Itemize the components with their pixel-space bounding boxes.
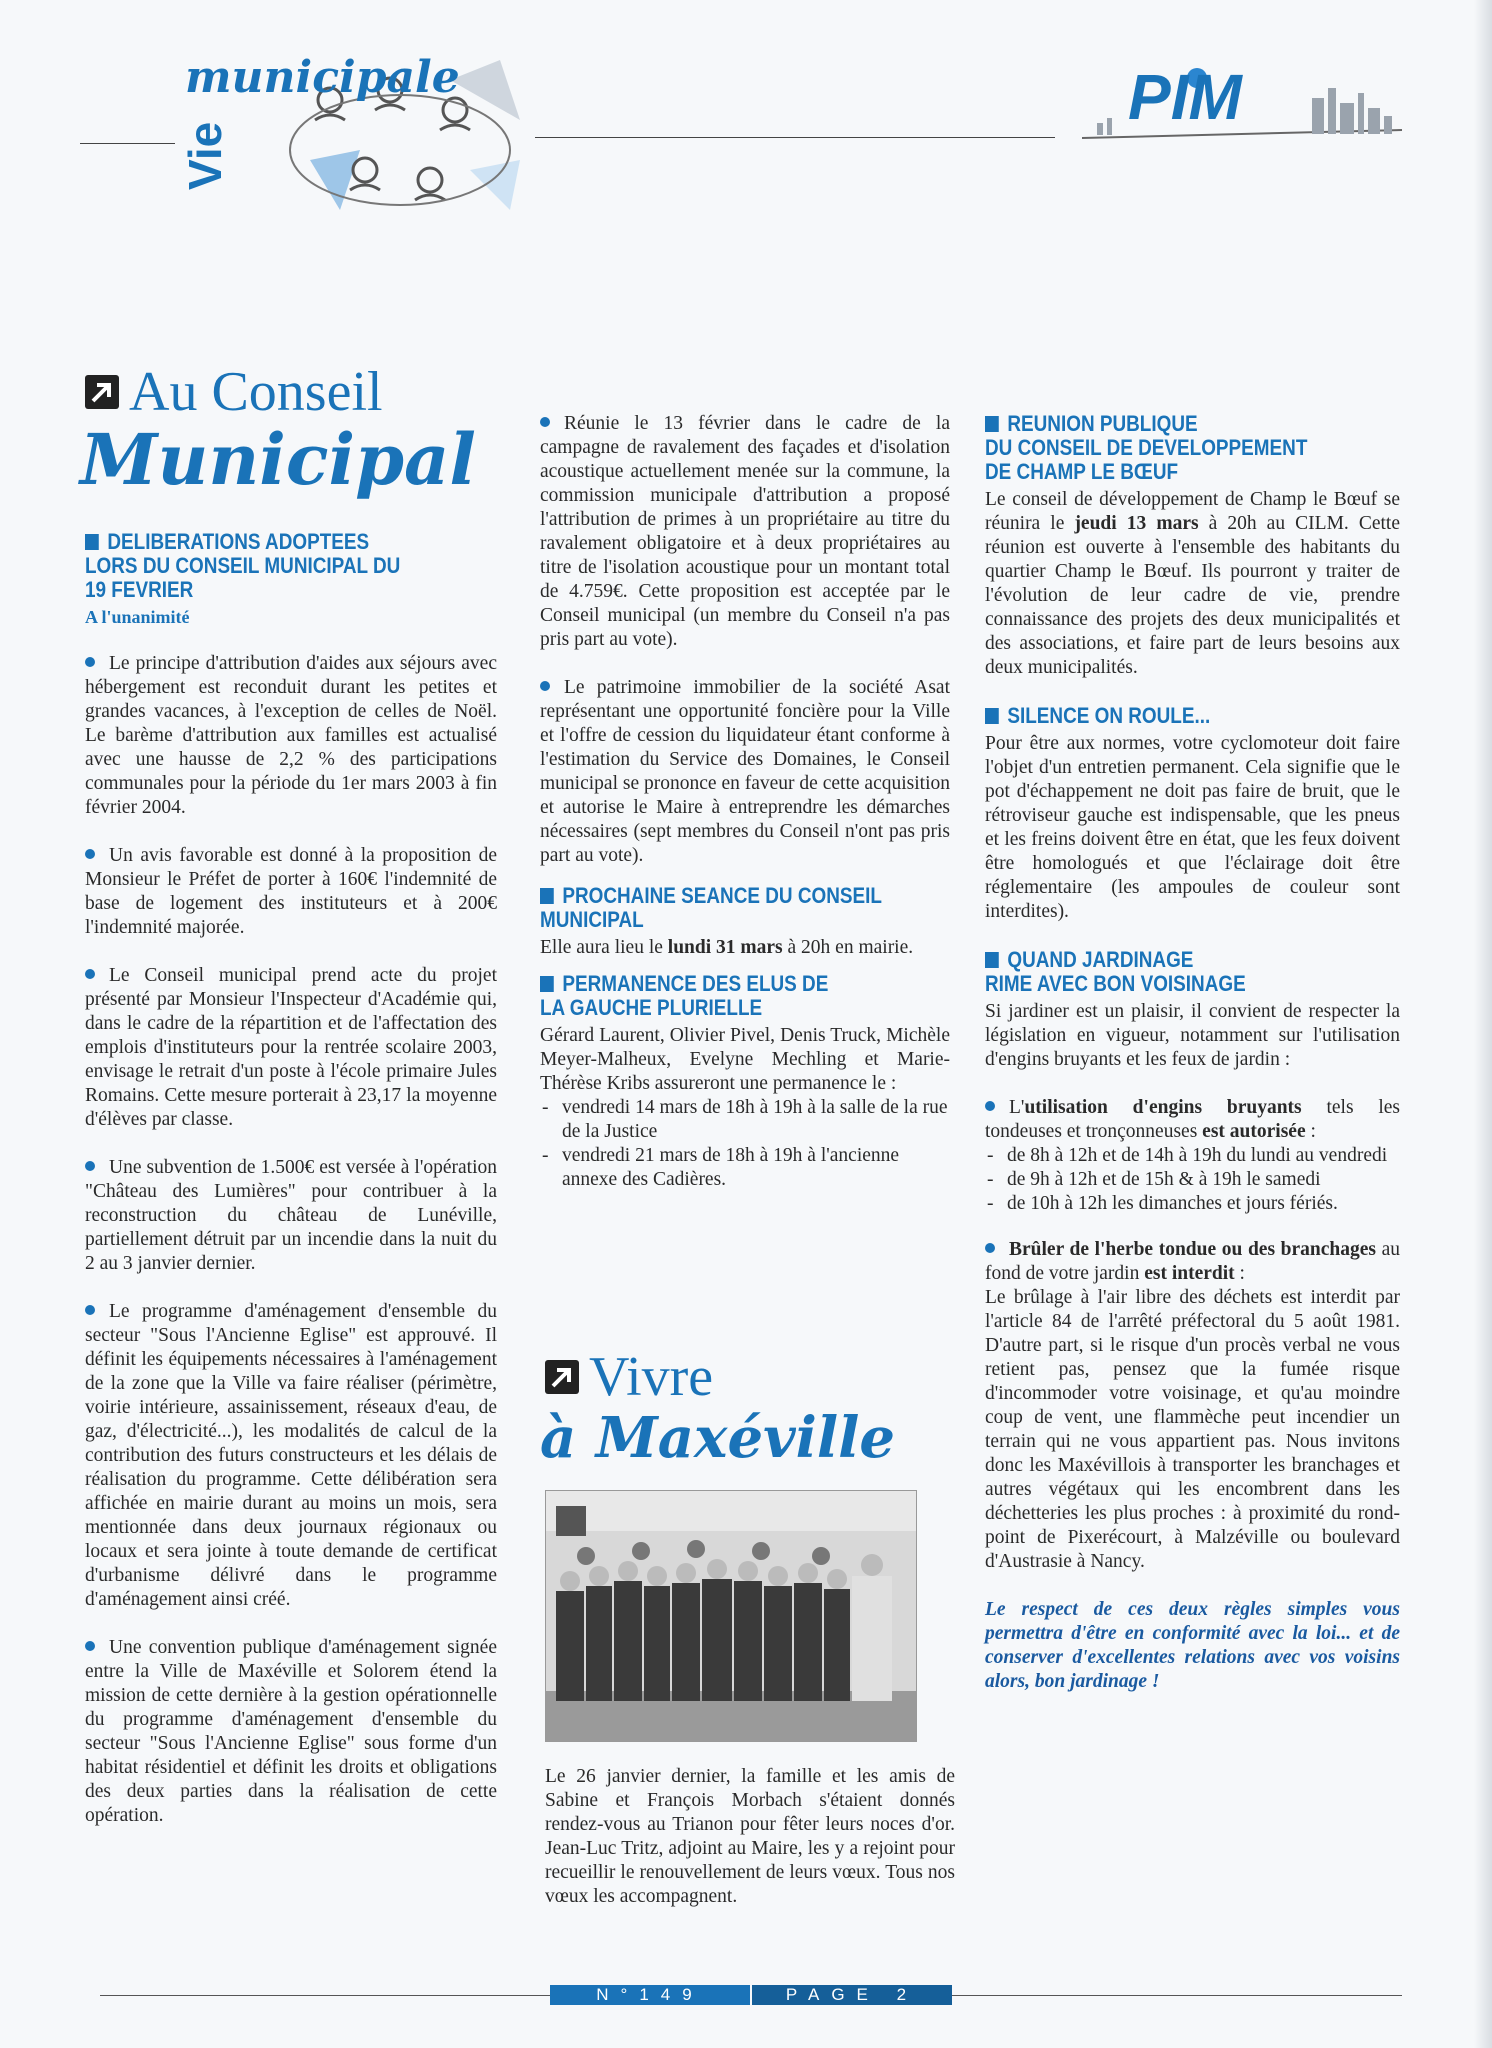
title-au-conseil <box>85 360 383 424</box>
section-title-jardinage: QUAND JARDINAGE RIME AVEC BON VOISINAGE <box>985 947 1246 996</box>
header-section-script: municipale <box>185 52 460 103</box>
photo-caption <box>545 1765 955 1933</box>
section-title-deliberations: DELIBERATIONS ADOPTEES LORS DU CONSEIL MUNICIPAL DU 19 FEVRIER <box>85 529 401 602</box>
arrow-icon <box>85 375 119 409</box>
header-section-vie: Vie <box>179 121 231 190</box>
paragraph-silence: Pour être aux normes, votre cyclomoteur doit faire l'objet d'un entretien permanent. Cela signifie que le pot d'échappement ne doit pas faire de bruit, que le rétroviseur gauche est indispensable, que les pneus et les freins doivent être en état, que les feux doivent être homologués et que l'éclairage doit être réglementaire (les ampoules de couleur sont interdites). <box>985 733 1400 922</box>
column-1 <box>85 530 497 1852</box>
footer-issue-number: N°149 <box>550 1985 750 2005</box>
header-rule-left <box>80 143 175 144</box>
paragraph: Un avis favorable est donné à la proposition de Monsieur le Préfet de porter à 160€ l'indemnité de base de logement des instituteurs et à 200€ l'indemnité majorée. <box>85 845 497 938</box>
list-item: - de 10h à 12h les dimanches et jours fériés. <box>985 1192 1400 1216</box>
title-vivre <box>545 1345 713 1409</box>
paragraph-bruler-heading: Brûler de l'herbe tondue ou des branchages au fond de votre jardin est interdit : <box>985 1239 1400 1284</box>
title-au-conseil-text: Au Conseil <box>129 361 383 423</box>
paragraph-prochaine-seance: Elle aura lieu le lundi 31 mars à 20h en mairie. <box>540 937 914 958</box>
title-municipal-script: Municipal <box>80 418 476 501</box>
column-3 <box>985 412 1400 1718</box>
section-title-prochaine-seance: PROCHAINE SEANCE DU CONSEIL MUNICIPAL <box>540 883 882 932</box>
arrow-icon <box>545 1360 579 1394</box>
list-item: - vendredi 21 mars de 18h à 19h à l'ancienne annexe des Cadières. <box>540 1144 950 1192</box>
footer-page-number: PAGE 2 <box>752 1985 952 2005</box>
page-edge-shadow <box>1474 0 1492 2048</box>
section-title-reunion: REUNION PUBLIQUE DU CONSEIL DE DEVELOPPEMENT DE CHAMP LE BŒUF <box>985 411 1308 484</box>
paragraph-jardinage-intro: Si jardiner est un plaisir, il convient de respecter la législation en vigueur, notamment sur l'utilisation d'engins bruyants et les feux de jardin : <box>985 1001 1400 1070</box>
engins-hours-list <box>985 1144 1400 1216</box>
paragraph-bruler: Le brûlage à l'air libre des déchets est interdit par l'article 84 de l'arrêté préfectoral du 5 août 1981. D'autre part, si le risque d'un procès verbal ne vous retient pas, pensez que la fumée risque d'incommoder votre voisinage, et qu'au moindre coup de vent, une flammèche peut incendier un terrain qui ne vous appartient pas. Nous invitons donc les Maxévillois à transporter les branchages et autres végétaux qui les encombrent dans les déchetteries les plus proches : à proximité du rond-point de Pixerécourt, à Malzéville ou boulevard d'Austrasie à Nancy. <box>985 1287 1400 1572</box>
title-vivre-text: Vivre <box>589 1346 714 1408</box>
pim-logo: PIM <box>1128 61 1242 133</box>
group-photo <box>545 1490 917 1742</box>
paragraph: Le Conseil municipal prend acte du projet présenté par Monsieur l'Inspecteur d'Académie qui, dans le cadre de la répartition et de l'affectation des emplois d'instituteurs pour la rentrée scolaire 2003, envisage le retrait d'un poste à l'école primaire Jules Romains. Cette mesure porterait à 23,17 la moyenne d'élèves par classe. <box>85 965 497 1130</box>
section-title-permanence: PERMANENCE DES ELUS DE LA GAUCHE PLURIELLE <box>540 971 829 1020</box>
closing-note: Le respect de ces deux règles simples vous permettra d'être en conformité avec la loi... et de conserver d'excellentes relations avec vos voisins alors, bon jardinage ! <box>985 1599 1400 1692</box>
footer-rule-left <box>100 1995 550 1996</box>
list-item: - vendredi 14 mars de 18h à 19h à la salle de la rue de la Justice <box>540 1096 950 1144</box>
caption-text: Le 26 janvier dernier, la famille et les amis de Sabine et François Morbach s'étaient donnés rendez-vous au Trianon pour fêter leurs noces d'or. Jean-Luc Tritz, adjoint au Maire, les y a rejoint pour recueillir le renouvellement de leurs vœux. Tous nos vœux les accompagnent. <box>545 1766 955 1907</box>
paragraph: Le programme d'aménagement d'ensemble du secteur "Sous l'Ancienne Eglise" est approuvé. Il définit les équipements nécessaires à l'aménagement de la zone que la Ville va faire réaliser (périmètre, voirie intérieure, assainissement, réseaux d'eau, de gaz, d'électricité...), les modalités de calcul de la contribution des futurs constructeurs et les délais de réalisation du programme. Cette délibération sera affichée en mairie durant au moins un mois, sera mentionnée dans deux journaux régionaux ou locaux et sera jointe à toute demande de certificat d'urbanisme délivré dans le programme d'aménagement ainsi créé. <box>85 1301 497 1610</box>
footer-rule-right <box>952 1995 1402 1996</box>
paragraph-reunion: Le conseil de développement de Champ le Bœuf se réunira le jeudi 13 mars à 20h au CILM. Cette réunion est ouverte à l'ensemble des habitants du quartier Champ le Bœuf. Ils pourront y traiter de l'évolution de leur cadre de vie, prendre connaissance des projets des deux municipalités et des associations, et faire part de leurs besoins aux deux municipalités. <box>985 489 1401 678</box>
paragraph-permanence: Gérard Laurent, Olivier Pivel, Denis Truck, Michèle Meyer-Malheux, Evelyne Mechling et Marie-Thérèse Kribs assureront une permanence le : <box>540 1025 950 1094</box>
paragraph: Le patrimoine immobilier de la société Asat représentant une opportunité foncière pour la Ville et l'offre de cession du liquidateur étant conforme à l'estimation du Service des Domaines, le Conseil municipal se prononce en faveur de cette acquisition et autorise le Maire à entreprendre les démarches nécessaires (sept membres du Conseil n'ont pas pris part au vote). <box>540 677 950 866</box>
paragraph-engins: L'utilisation d'engins bruyants tels les tondeuses et tronçonneuses est autorisée : <box>985 1097 1400 1142</box>
paragraph: Une convention publique d'aménagement signée entre la Ville de Maxéville et Solorem étend la mission de cette dernière à la gestion opérationnelle du programme d'aménagement d'ensemble du secteur "Sous l'Ancienne Eglise" sous forme d'un habitat résidentiel et définit les droits et obligations des deux parties dans la réalisation de cette opération. <box>85 1637 497 1826</box>
permanence-list <box>540 1096 950 1192</box>
paragraph: Réunie le 13 février dans le cadre de la campagne de ravalement des façades et d'isolation acoustique actuellement menée sur la commune, la commission municipale d'attribution a proposé l'attribution de primes à un propriétaire au titre du ravalement obligatoire et à deux propriétaires au titre de l'isolation acoustique pour un montant total de 4.759€. Cette proposition est acceptée par le Conseil municipal (un membre du Conseil n'a pas pris part au vote). <box>540 413 950 650</box>
list-item: - de 8h à 12h et de 14h à 19h du lundi au vendredi <box>985 1144 1400 1168</box>
header-rule-center <box>535 137 1055 138</box>
paragraph: Une subvention de 1.500€ est versée à l'opération "Château des Lumières" pour contribuer à la reconstruction du château de Lunéville, partiellement détruit par un incendie dans la nuit du 2 au 3 janvier dernier. <box>85 1157 497 1274</box>
title-maxeville-script: à Maxéville <box>540 1405 896 1471</box>
section-title-silence: SILENCE ON ROULE... <box>985 704 1342 728</box>
column-2 <box>540 412 950 1214</box>
subheading-unanimite: A l'unanimité <box>85 607 190 627</box>
paragraph: Le principe d'attribution d'aides aux séjours avec hébergement est reconduit durant les petites et grandes vacances, à l'exception de celles de Noël. Le barème d'attribution aux familles est actualisé avec une hausse de 2,2 % des participations communales pour la période du 1er mars 2003 à fin février 2004. <box>85 653 497 818</box>
list-item: - de 9h à 12h et de 15h & à 19h le samedi <box>985 1168 1400 1192</box>
